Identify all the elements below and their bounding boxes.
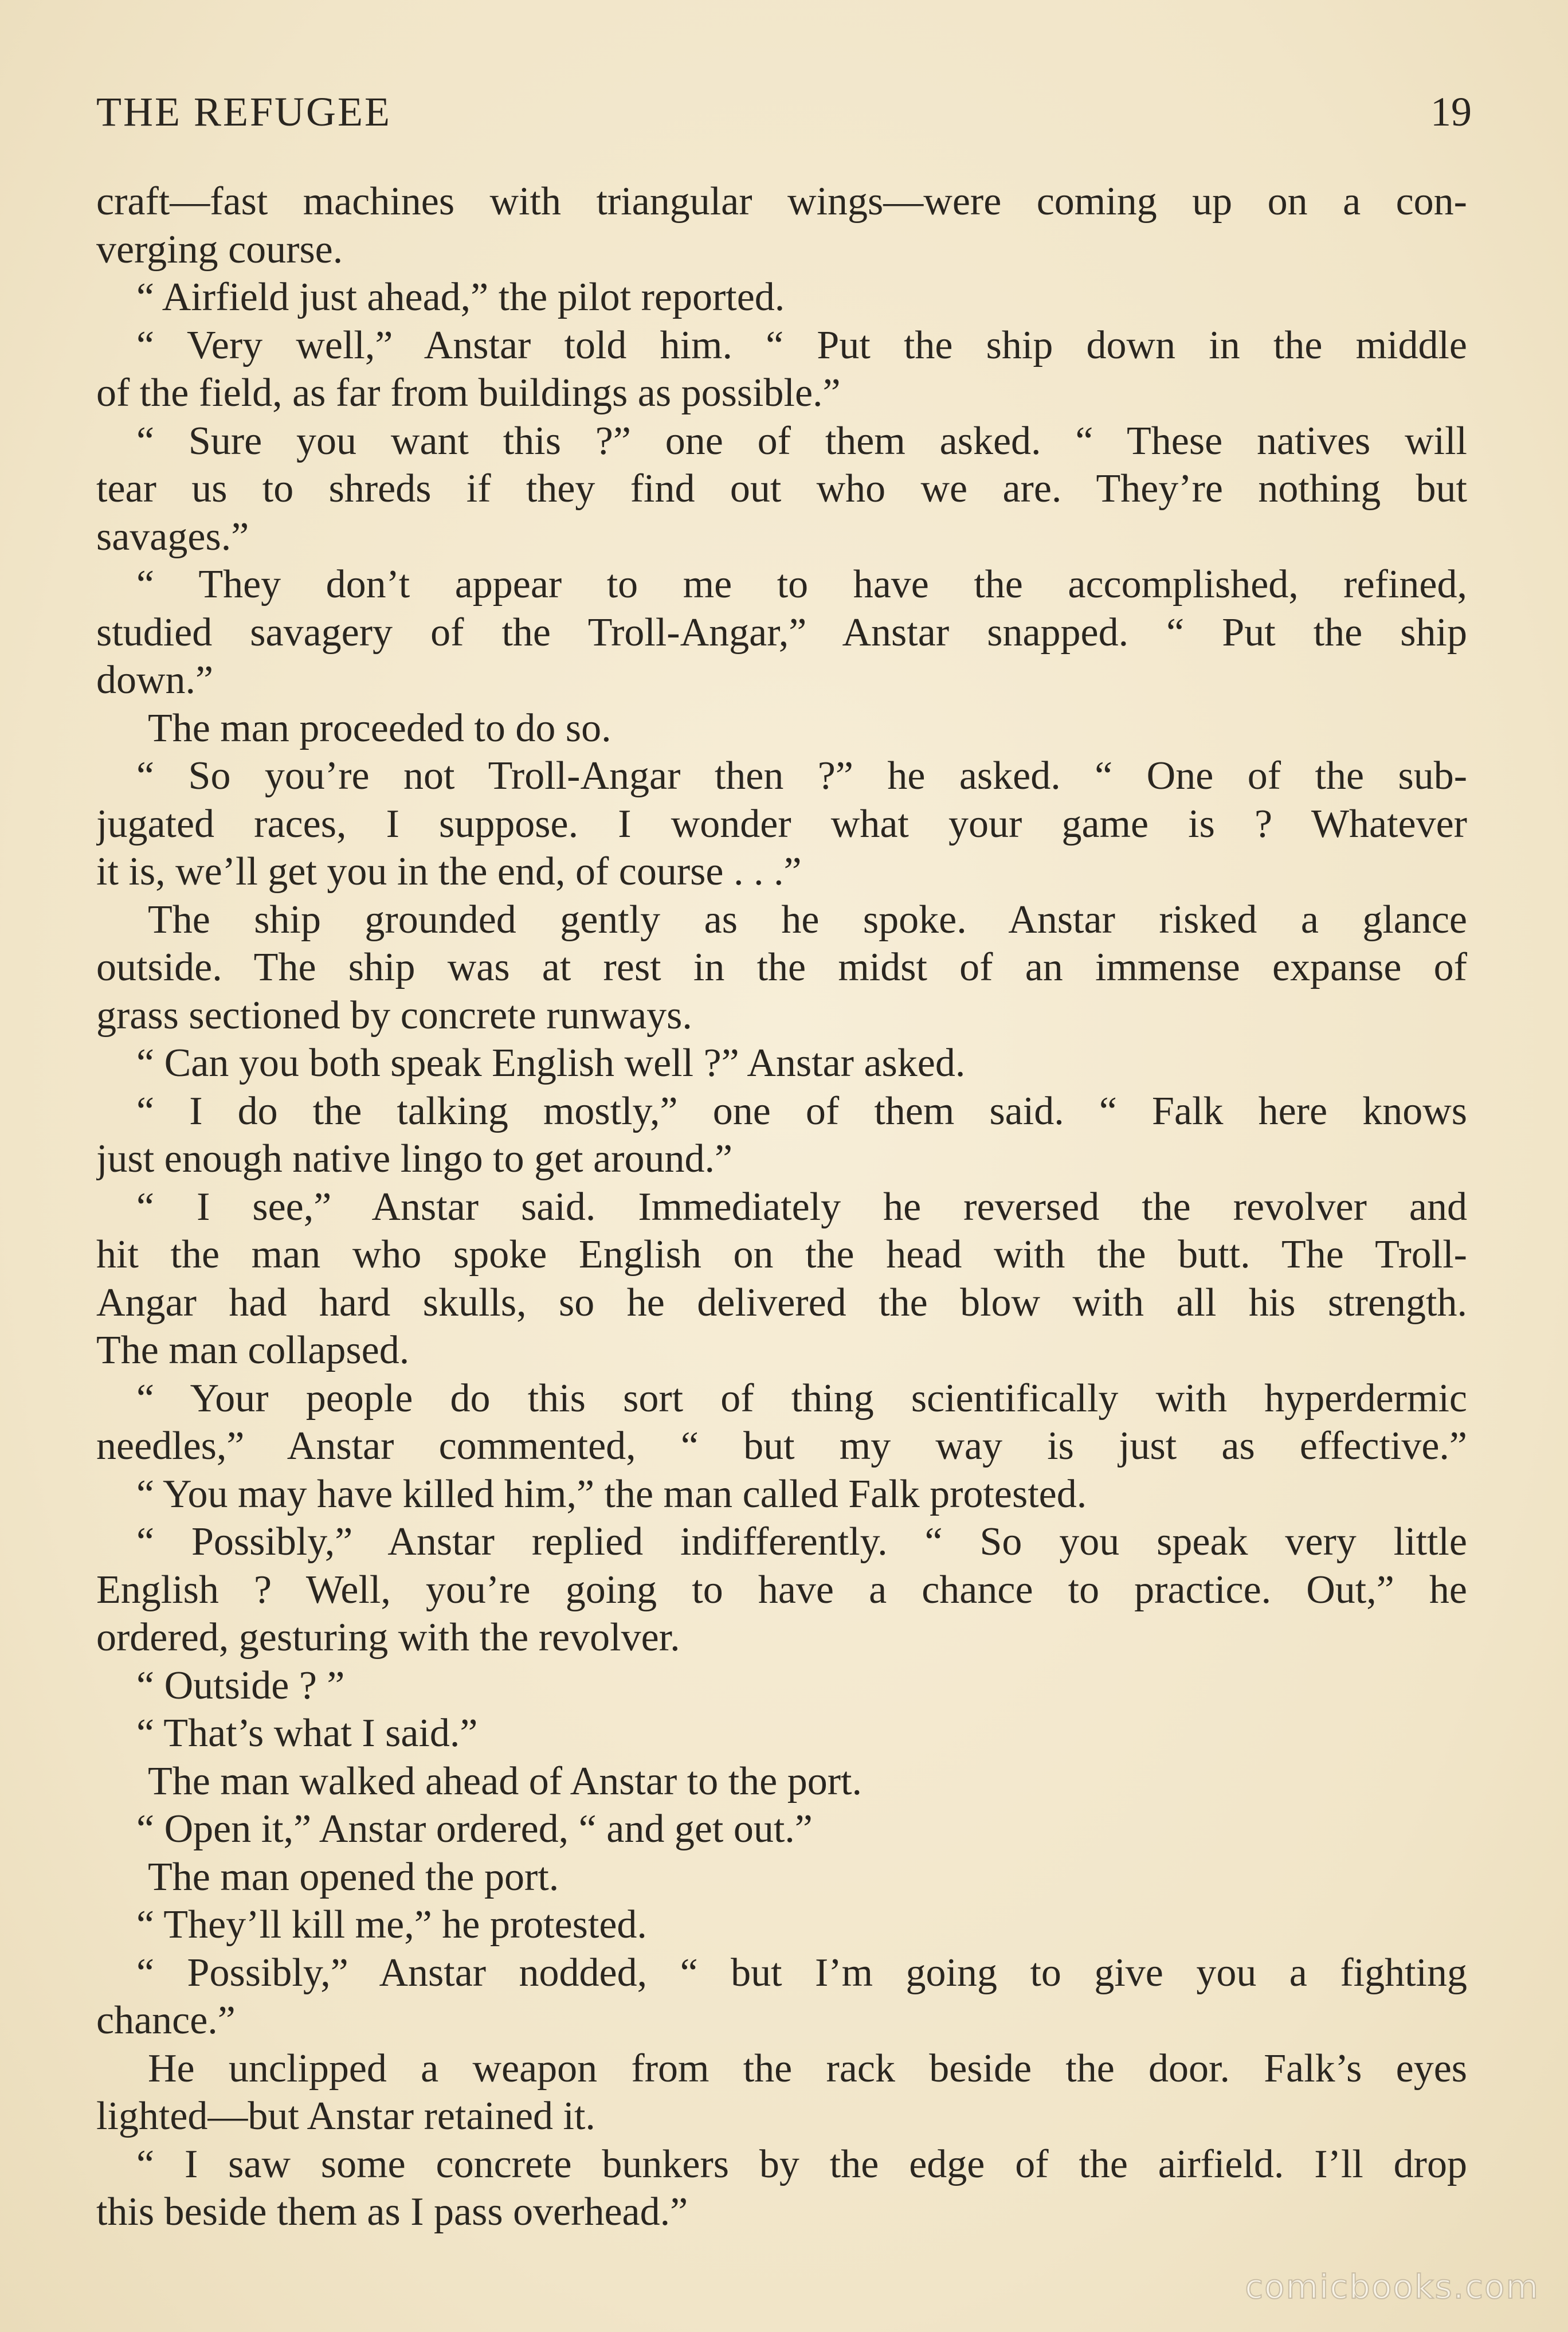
- text-line: The man opened the port.: [148, 1854, 559, 1899]
- text-line: “ They’ll kill me,” he protested.: [136, 1903, 647, 1947]
- text-line: studied savagery of the Troll-Angar,” Anstar snapped. “ Put the ship: [96, 610, 1467, 655]
- text-line: The ship grounded gently as he spoke. Anstar risked a glance: [148, 897, 1467, 942]
- text-line: The man collapsed.: [96, 1328, 410, 1372]
- text-line: “ I see,” Anstar said. Immediately he reversed the revolver and: [136, 1184, 1467, 1229]
- text-line: “ Airfield just ahead,” the pilot reported.: [136, 275, 785, 319]
- text-line: verging course.: [96, 227, 343, 272]
- text-line: needles,” Anstar commented, “ but my way is just as effective.”: [96, 1424, 1467, 1468]
- page-number: 19: [1430, 89, 1472, 135]
- text-line: lighted—but Anstar retained it.: [96, 2094, 595, 2138]
- body-text: [96, 178, 1467, 2236]
- text-line: hit the man who spoke English on the head with the butt. The Troll-: [96, 1232, 1467, 1277]
- running-head: [96, 86, 1472, 138]
- text-line: “ I saw some concrete bunkers by the edge of the airfield. I’ll drop: [136, 2142, 1467, 2186]
- text-line: this beside them as I pass overhead.”: [96, 2190, 688, 2234]
- text-line: “ Possibly,” Anstar replied indifferently. “ So you speak very little: [136, 1520, 1467, 1564]
- text-line: English ? Well, you’re going to have a chance to practice. Out,” he: [96, 1567, 1467, 1612]
- text-line: it is, we’ll get you in the end, of course . . .”: [96, 850, 802, 894]
- text-line: “ I do the talking mostly,” one of them said. “ Falk here knows: [136, 1089, 1467, 1133]
- text-line: “ Open it,” Anstar ordered, “ and get out.”: [136, 1807, 813, 1851]
- text-line: “ Your people do this sort of thing scientifically with hyperdermic: [136, 1376, 1467, 1421]
- text-line: jugated races, I suppose. I wonder what your game is ? Whatever: [96, 801, 1467, 846]
- watermark-logo: comicbooks.com: [1245, 2267, 1539, 2306]
- book-title: THE REFUGEE: [96, 89, 391, 135]
- text-line: ordered, gesturing with the revolver.: [96, 1615, 680, 1660]
- text-line: “ Very well,” Anstar told him. “ Put the ship down in the middle: [136, 323, 1467, 367]
- text-line: “ Outside ? ”: [136, 1663, 345, 1708]
- text-line: of the field, as far from buildings as possible.”: [96, 371, 841, 415]
- text-line: “ So you’re not Troll-Angar then ?” he asked. “ One of the sub-: [136, 754, 1467, 798]
- text-line: He unclipped a weapon from the rack beside the door. Falk’s eyes: [148, 2046, 1467, 2091]
- text-line: tear us to shreds if they find out who we are. They’re nothing but: [96, 467, 1467, 511]
- text-line: Angar had hard skulls, so he delivered the blow with all his strength.: [96, 1280, 1467, 1325]
- text-line: “ They don’t appear to me to have the accomplished, refined,: [136, 562, 1467, 607]
- text-line: outside. The ship was at rest in the midst of an immense expanse of: [96, 945, 1467, 989]
- text-line: “ Possibly,” Anstar nodded, “ but I’m going to give you a fighting: [136, 1950, 1467, 1995]
- text-line: down.”: [96, 658, 214, 702]
- text-line: “ Sure you want this ?” one of them asked. “ These natives will: [136, 418, 1467, 463]
- text-line: “ Can you both speak English well ?” Anstar asked.: [136, 1041, 966, 1085]
- text-line: The man proceeded to do so.: [148, 706, 611, 750]
- text-line: just enough native lingo to get around.”: [96, 1137, 733, 1181]
- text-line: savages.”: [96, 514, 249, 559]
- text-line: “ That’s what I said.”: [136, 1711, 478, 1755]
- text-line: craft—fast machines with triangular wings—were coming up on a con-: [96, 179, 1467, 224]
- text-line: grass sectioned by concrete runways.: [96, 993, 692, 1038]
- text-line: “ You may have killed him,” the man called Falk protested.: [136, 1472, 1087, 1516]
- text-line: chance.”: [96, 1998, 236, 2043]
- text-line: The man walked ahead of Anstar to the port.: [148, 1759, 862, 1803]
